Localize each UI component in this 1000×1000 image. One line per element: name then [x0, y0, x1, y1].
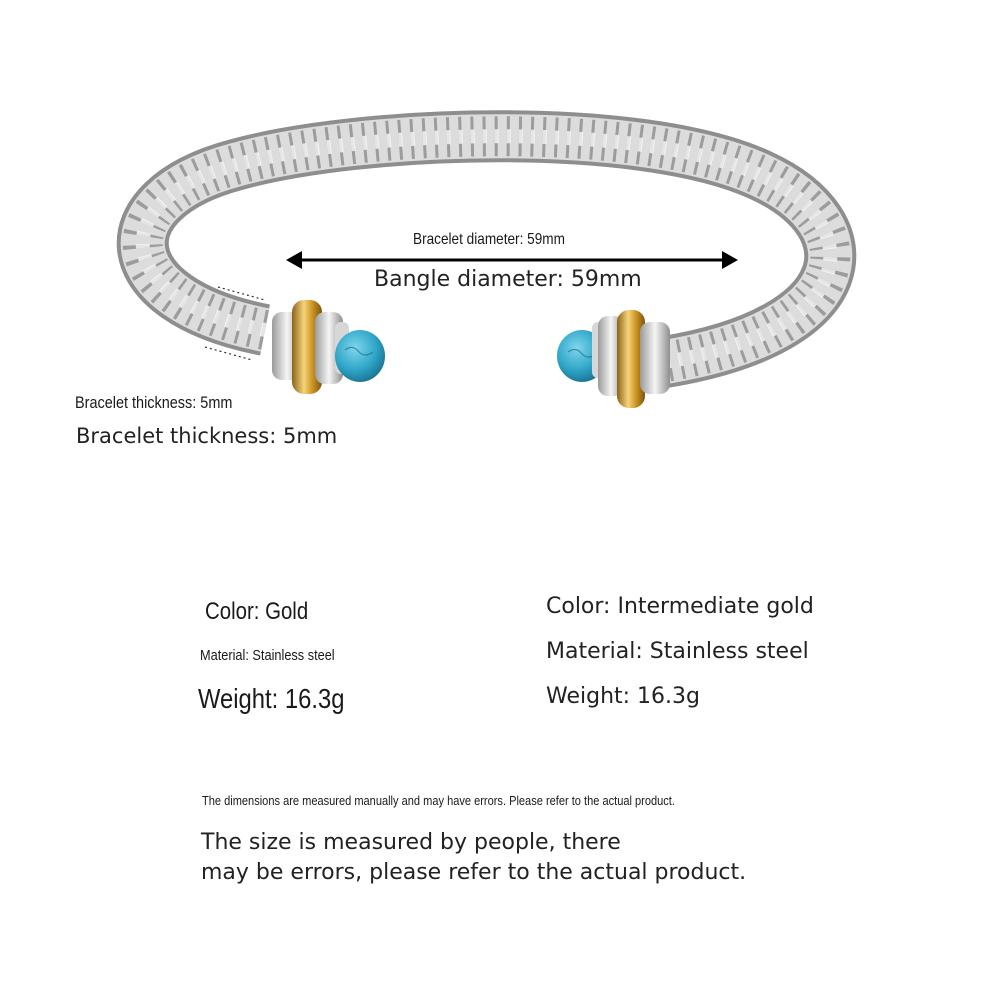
note-large-line1: The size is measured by people, there	[201, 830, 621, 855]
spec-right-weight: Weight: 16.3g	[546, 684, 700, 709]
left-turquoise-stone	[335, 330, 385, 382]
arrow-left-icon	[286, 251, 302, 269]
bracelet-cable	[143, 136, 831, 362]
left-end-cap	[272, 300, 385, 394]
thickness-label-small: Bracelet thickness: 5mm	[75, 393, 233, 412]
spec-right-material: Material: Stainless steel	[546, 639, 809, 664]
diameter-label-large: Bangle diameter: 59mm	[374, 267, 642, 292]
note-large-line2: may be errors, please refer to the actual product.	[201, 860, 747, 885]
note-small: The dimensions are measured manually and may have errors. Please refer to the actual product.	[202, 793, 675, 808]
spec-left-material: Material: Stainless steel	[200, 647, 335, 664]
right-end-cap	[557, 310, 670, 408]
spec-left-weight: Weight: 16.3g	[198, 683, 345, 714]
spec-right-color: Color: Intermediate gold	[546, 594, 814, 619]
arrow-right-icon	[722, 251, 738, 269]
thickness-label-large: Bracelet thickness: 5mm	[76, 424, 338, 448]
diameter-label-small: Bracelet diameter: 59mm	[413, 231, 565, 248]
spec-left-color: Color: Gold	[205, 598, 309, 625]
